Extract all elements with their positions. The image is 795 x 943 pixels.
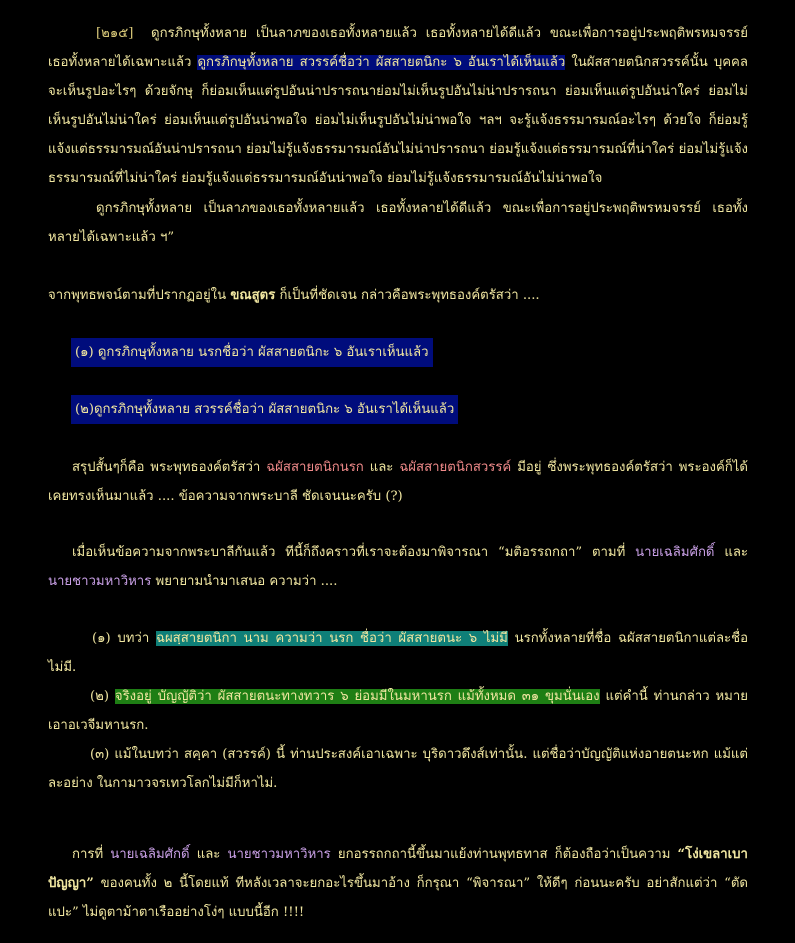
conclusion-paragraph: การที่ นายเฉลิมศักดิ์ และ นายชาวมหาวิหาร ยกอรรถกถานี้ขึ้นมาแย้งท่านพุทธทาส ก็ต้องถือว่าเป็นความ “โง่เขลาเบาปัญญา” ของคนทั้ง ๒ นี้โดยแท้ ทีหลังเวลาจะยกอะไรขึ้นมาอ้าง ก็กรุณา “พิจารณา” ให้ดีๆ ก่อนนะครับ อย่าสักแต่ว่า “ตัดแปะ” ไม่ดูตาม้าตาเรืออย่างโง่ๆ แบบนี้อีก !!!! (48, 847, 748, 920)
intro-paragraph: จากพุทธพจน์ตามที่ปรากฏอยู่ใน ขณสูตร ก็เป็นที่ชัดเจน กล่าวคือพระพุทธองค์ตรัสว่า .... (48, 288, 540, 303)
highlight-commentary-2: จริงอยู่ บัญญัติว่า ผัสสายตนะทางทวาร ๖ ย่อมมีในมหานรก แม้ทั้งหมด ๓๑ ขุมนั่นเอง (114, 689, 600, 704)
sutta-name: ขณสูตร (230, 288, 276, 303)
person-name-2: นายชาวมหาวิหาร (48, 574, 152, 589)
person-name-2: นายชาวมหาวิหาร (227, 847, 331, 862)
highlight-commentary-1: ฉผสฺสายตนิกา นาม ความว่า นรก ชื่อว่า ผัสสายตนะ ๖ ไม่มี (155, 631, 508, 646)
person-name-1: นายเฉลิมศักดิ์ (110, 847, 190, 862)
term-heaven: ฉผัสสายตนิกสวรรค์ (399, 460, 512, 475)
commentary-item-3: (๓) แม้ในบทว่า สคฺคา (สวรรค์) นี้ ท่านประสงค์เอาเฉพาะ บุริดาวดึงส์เท่านั้น. แต่ชื่อว่าบัญญัติแห่งอายตนะหก แม้แต่ละอย่าง ในกามาวจรเทวโลกไม่มีก็หาไม่. (48, 747, 748, 791)
highlight-box-heaven: (๒)ดูกรภิกษุทั้งหลาย สวรรค์ชื่อว่า ผัสสายตนิกะ ๖ อันเราได้เห็นแล้ว (71, 395, 458, 424)
sutta-quote-paragraph: [๒๑๕] ดูกรภิกษุทั้งหลาย เป็นลาภของเธอทั้งหลายแล้ว เธอทั้งหลายได้ดีแล้ว ขณะเพื่อการอยู่ประพฤติพรหมจรรย์ เธอทั้งหลายได้เฉพาะแล้ว ดูกรภิกษุทั้งหลาย สวรรค์ชื่อว่า ผัสสายตนิกะ ๖ อันเราได้เห็นแล้ว ในผัสสายตนิกสวรรค์นั้น บุคคลจะเห็นรูปอะไรๆ ด้วยจักษุ ก็ย่อมเห็นแต่รูปอันน่าปรารถนาย่อมไม่เห็นรูปอันไม่น่าปรารถนา ย่อมเห็นแต่รูปอันน่าใคร่ ย่อมไม่เห็นรูปอันไม่น่าใคร่ ย่อมเห็นแต่รูปอันน่าพอใจ ย่อมไม่เห็นรูปอันไม่น่าพอใจ ฯลฯ จะรู้แจ้งธรรมารมณ์อะไรๆ ด้วยใจ ก็ย่อมรู้แจ้งแต่ธรรมารมณ์อันน่าปรารถนา ย่อมไม่รู้แจ้งธรรมารมณ์อันไม่น่าปรารถนา ย่อมรู้แจ้งแต่ธรรมารมณ์ที่น่าใคร่ ย่อมไม่รู้แจ้งธรรมารมณ์ที่ไม่น่าใคร่ ย่อมรู้แจ้งแต่ธรรมารมณ์อันน่าพอใจ ย่อมไม่รู้แจ้งธรรมารมณ์อันไม่น่าพอใจ (48, 26, 748, 186)
quote-closing-paragraph: ดูกรภิกษุทั้งหลาย เป็นลาภของเธอทั้งหลายแล้ว เธอทั้งหลายได้ดีแล้ว ขณะเพื่อการอยู่ประพฤติพรหมจรรย์ เธอทั้งหลายได้เฉพาะแล้ว ฯ” (48, 201, 748, 245)
person-name-1: นายเฉลิมศักดิ์ (635, 545, 715, 560)
summary-paragraph: สรุปสั้นๆก็คือ พระพุทธองค์ตรัสว่า ฉผัสสายตนิกนรก และ ฉผัสสายตนิกสวรรค์ มีอยู่ ซึ่งพระพุทธองค์ตรัสว่า พระองค์ก็ได้เคยทรงเห็นมาแล้ว .... ข้อความจากพระบาลี ชัดเจนนะครับ (?) (48, 460, 748, 504)
term-hell: ฉผัสสายตนิกนรก (266, 460, 364, 475)
quote-reference: [๒๑๕] (96, 26, 134, 41)
emphasis-phrase: “โง่เขลาเบาปัญญา” (48, 847, 748, 891)
commentary-item-2: (๒) จริงอยู่ บัญญัติว่า ผัสสายตนะทางทวาร ๖ ย่อมมีในมหานรก แม้ทั้งหมด ๓๑ ขุมนั่นเอง แต่คำนี้ ท่านกล่าว หมายเอาอเวจีมหานรก. (48, 689, 749, 733)
highlight-heaven-seen: ดูกรภิกษุทั้งหลาย สวรรค์ชื่อว่า ผัสสายตนิกะ ๖ อันเราได้เห็นแล้ว (197, 55, 566, 70)
commentary-item-1: (๑) บทว่า ฉผสฺสายตนิกา นาม ความว่า นรก ชื่อว่า ผัสสายตนะ ๖ ไม่มี นรกทั้งหลายที่ชื่อ ฉผัสสายตนิกาแต่ละชื่อไม่มี. (48, 631, 748, 675)
consider-paragraph: เมื่อเห็นข้อความจากพระบาลีกันแล้ว ทีนี้ก็ถึงคราวที่เราจะต้องมาพิจารณา “มติอรรถกถา” ตามที่ นายเฉลิมศักดิ์ และ นายชาวมหาวิหาร พยายามนำมาเสนอ ความว่า .... (48, 545, 748, 589)
highlight-box-hell: (๑) ดูกรภิกษุทั้งหลาย นรกชื่อว่า ผัสสายตนิกะ ๖ อันเราเห็นแล้ว (71, 338, 433, 367)
